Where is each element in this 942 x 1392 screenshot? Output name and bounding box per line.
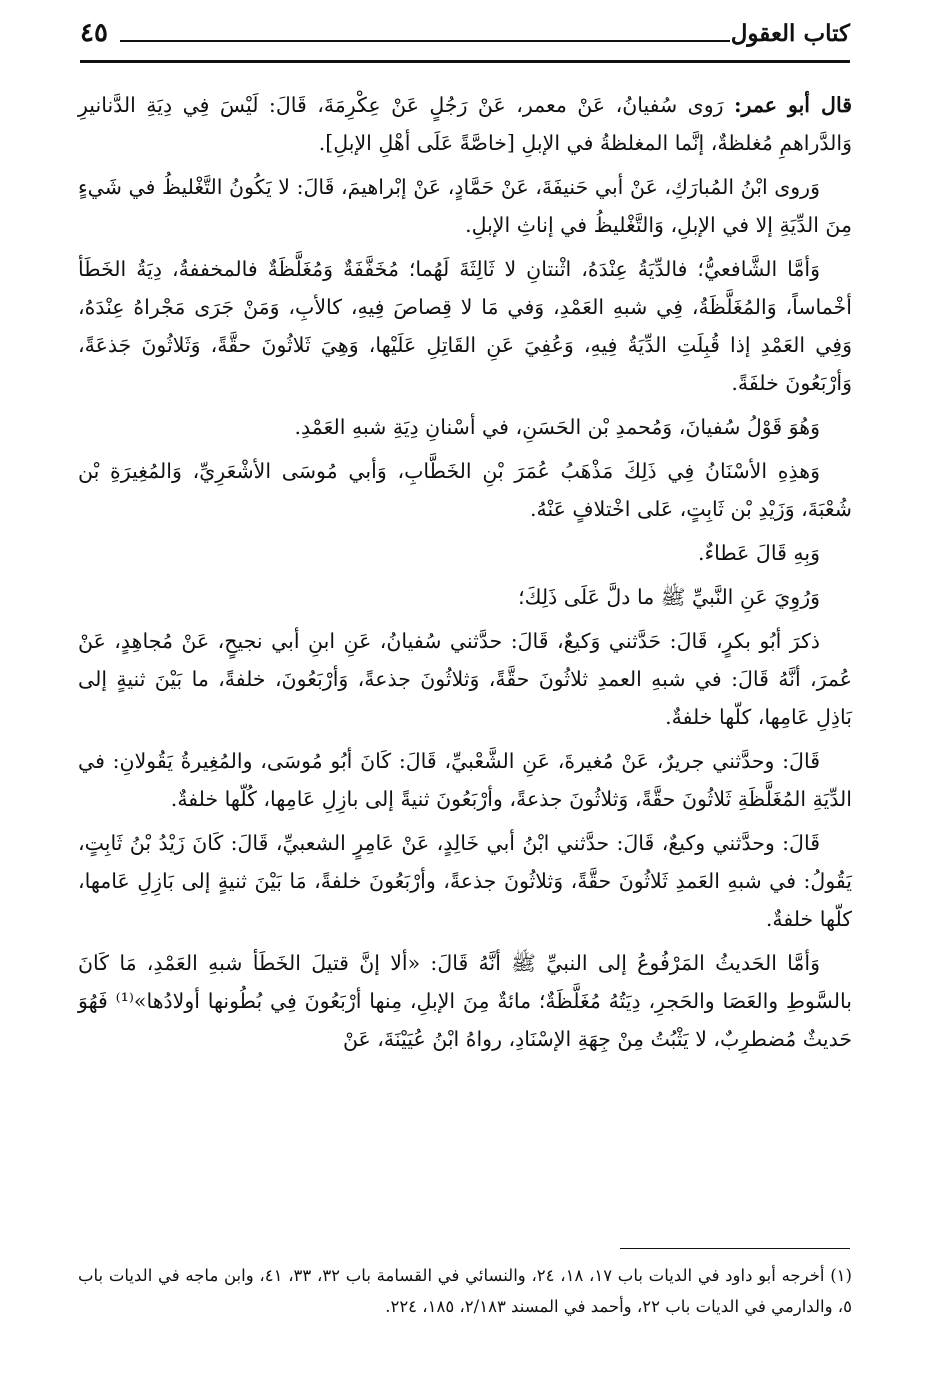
paragraph: ذكرَ أبُو بكرٍ، قَالَ: حَدَّثني وَكيعٌ، قَالَ: حدَّثني سُفيانُ، عَنِ ابنِ أبي نجيحٍ، عَنْ مُجاهِدٍ، عَنْ عُمرَ، أنَّهُ قَالَ: في شبهِ العمدِ ثلاثُونَ حقَّةً، وَثلاثُونَ جذعةً، وَأرْبَعُونَ، خلفةً، ما بَيْنَ ثنيةٍ إلى بَاذِلِ عَامِها، كلّها خلفةٌ.	[78, 629, 852, 729]
paragraph: قَالَ: وحدَّثني جريرٌ، عَنْ مُغيرةَ، عَنِ الشَّعْبيِّ، قَالَ: كَانَ أبُو مُوسَى، والمُغِيرةُ يَقُولانِ: في الدِّيَةِ المُغَلَّظَةِ ثَلاثُونَ حقَّةً، وَثلاثُونَ جذعةً، وأرْبَعُونَ ثنيةً إلى بازِلِ عَامِها، كُلّها خلفةٌ.	[78, 749, 852, 811]
page-number: ٤٥	[80, 18, 108, 48]
paragraph: وَبِهِ قَالَ عَطاءٌ.	[697, 541, 820, 565]
header-rule	[80, 60, 850, 63]
paragraph: وَأمَّا الحَديثُ المَرْفُوعُ إلى النبيِّ ﷺ أنَّهُ قَالَ: «ألا إنَّ قتيلَ الخَطَأ شبهِ العَمْدِ، مَا كَانَ بالسَّوطِ والعَصَا والحَجرِ، دِيَتُهُ مُغَلَّظَةٌ؛ مائةٌ مِنَ الإبلِ، مِنها أرْبَعُونَ فِي بُطُونها أولادُها»⁽¹⁾ فَهُوَ حَديثٌ مُضطرِبٌ، لا يَثْبُتُ مِنْ جِهَةِ الإسْنَادِ، رواهُ ابْنُ عُيَيْنَةَ، عَنْ	[78, 951, 853, 1051]
paragraph: وَهذِهِ الأسْنَانُ فِي ذَلِكَ مَذْهَبُ عُمَرَ بْنِ الخَطَّابِ، وَأبي مُوسَى الأشْعَرِيِّ، وَالمُغِيرَةِ بْن شُعْبَةَ، وَزَيْدِ بْن ثَابِتٍ، عَلى اخْتلافٍ عَنْهُ.	[78, 459, 852, 521]
paragraph	[78, 86, 852, 162]
paragraph-text: رَوى سُفيانُ، عَنْ معمر، عَنْ رَجُلٍ عَنْ عِكْرِمَةَ، قَالَ: لَيْسَ فِي دِيَةِ الدَّنانيرِ وَالدَّراهمِ مُغلظةٌ، إنَّما المغلظةُ في الإبلِ [خاصَّةً عَلَى أهْلِ الإبلِ].	[78, 93, 852, 155]
paragraph: وَأمَّا الشَّافعيُّ؛ فالدِّيَةُ عِنْدَهُ، اثْنتانِ لا ثَالِثَةَ لَهُما؛ مُخَفَّفَةٌ وَمُغَلَّظَةٌ فالمخففةُ، دِيَةُ الخَطَأ أخْماساً، وَالمُغَلَّظَةُ، فِي شبهِ العَمْدِ، وَفي مَا لا قِصاصَ فِيهِ، كالأبِ، وَمَنْ جَرَى مَجْراهُ عِنْدَهُ، وَفِي العَمْدِ إذا قُبِلَتِ الدِّيَةُ فِيهِ، وَعُفِيَ عَنِ القَاتِلِ عَلَيْها، وَهِيَ ثَلاثُونَ حقَّةً، وَثَلاثُونَ جَذعَةً، وَأرْبَعُونَ خلفَةً.	[78, 257, 852, 395]
paragraph: وَرُوِيَ عَنِ النَّبيِّ ﷺ ما دلَّ عَلَى ذَلِكَ؛	[518, 585, 820, 609]
header-divider-line	[120, 40, 730, 42]
page-header	[80, 18, 850, 64]
paragraph: قَالَ: وحدَّثني وكيعٌ، قَالَ: حدَّثني ابْنُ أبي خَالِدٍ، عَنْ عَامِرٍ الشعبيِّ، قَالَ: كَانَ زَيْدُ بْنُ ثَابِتٍ، يَقُولُ: في شبهِ العَمدِ ثَلاثُونَ حقَّةً، وَثلاثُونَ جذعةً، وأرْبَعُونَ خلفةً، مَا بَيْنَ ثنيةٍ إلى بَازِلِ عَامها، كلّها خلفةٌ.	[78, 831, 852, 931]
footnote-separator	[620, 1248, 850, 1249]
paragraph: وَروى ابْنُ المُبارَكِ، عَنْ أبي حَنيفَةَ، عَنْ حَمَّادٍ، عَنْ إبْراهيمَ، قَالَ: لا يَكُونُ التَّغْليظُ في شَيءٍ مِنَ الدِّيَةِ إلا في الإبلِ، وَالتَّغْليظُ في إناثِ الإبلِ.	[78, 175, 852, 237]
main-text	[78, 86, 852, 1064]
running-title: كتاب العقول	[730, 20, 850, 47]
footnote: (١) أخرجه أبو داود في الديات باب ١٧، ١٨، ٢٤، والنسائي في القسامة باب ٣٢، ٣٣، ٤١، وابن ماجه في الديات باب ٥، والدارمي في الديات باب ٢٢، وأحمد في المسند ٢/١٨٣، ١٨٥، ٢٢٤.	[78, 1266, 852, 1316]
paragraph: وَهُوَ قَوْلُ سُفيانَ، وَمُحمدِ بْن الحَسَنِ، في أسْنانِ دِيَةِ شبهِ العَمْدِ.	[294, 415, 820, 439]
paragraph-lead: قال أبو عمر:	[733, 93, 852, 117]
